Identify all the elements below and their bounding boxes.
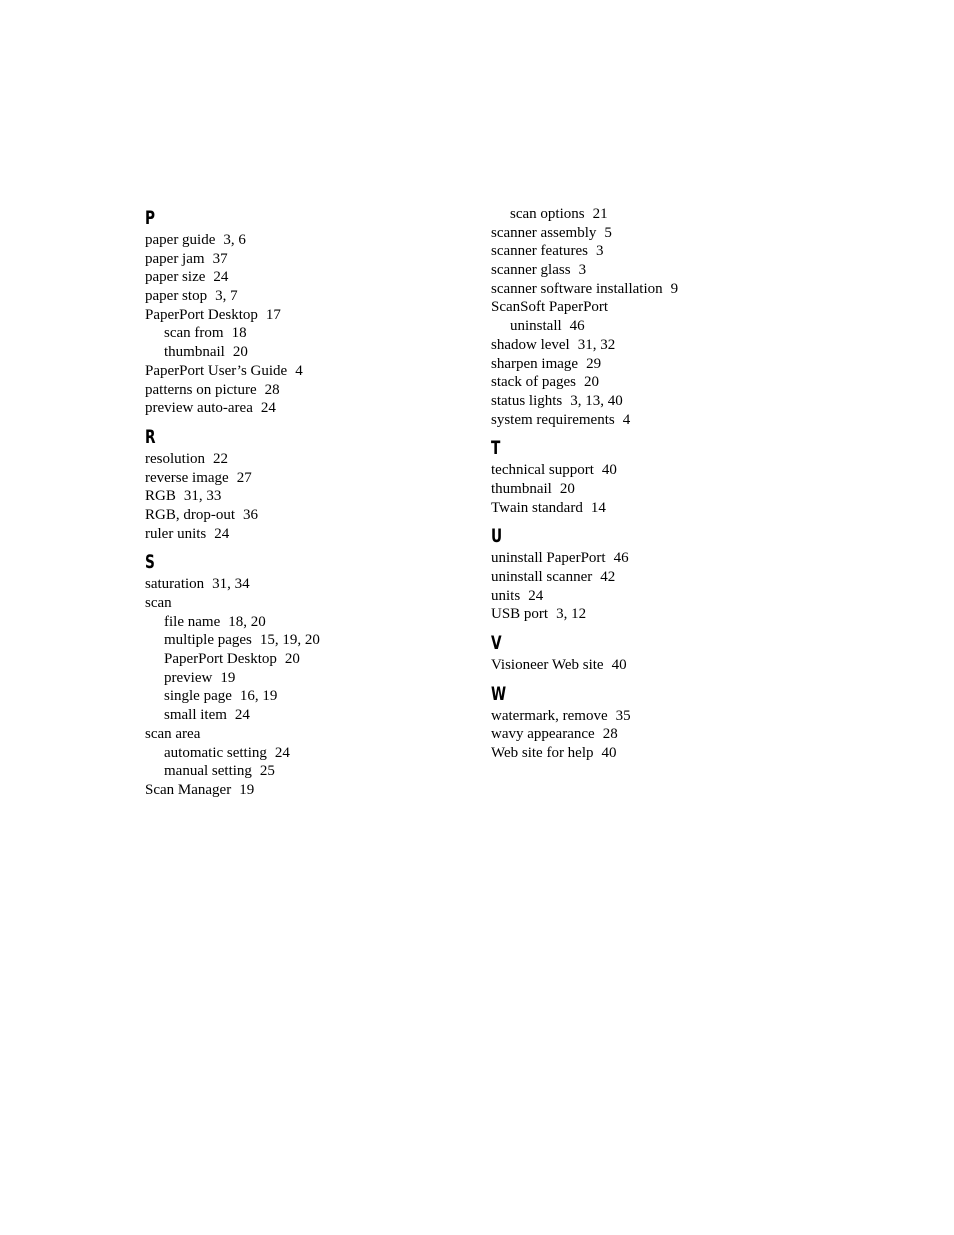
- index-term: thumbnail: [491, 480, 552, 497]
- index-term: resolution: [145, 450, 205, 467]
- page-numbers: 14: [590, 499, 606, 516]
- index-subentry: [145, 706, 465, 725]
- index-subentry: [145, 669, 465, 688]
- index-term: USB port: [491, 606, 549, 623]
- index-term: scan options: [510, 206, 585, 222]
- index-subentry: [145, 650, 465, 669]
- index-term: patterns on picture: [145, 381, 257, 398]
- index-entry: [491, 707, 811, 726]
- section-letter-heading: R: [145, 425, 156, 448]
- index-entry: [145, 306, 465, 325]
- page-numbers: 22: [213, 450, 228, 467]
- page-numbers: 3: [596, 243, 604, 260]
- index-entry: [491, 336, 811, 355]
- page-numbers: 24: [213, 269, 229, 286]
- page-numbers: 19: [220, 669, 236, 686]
- page-numbers: 24: [528, 587, 544, 604]
- page-numbers: 20: [284, 651, 300, 668]
- index-term: watermark, remove: [491, 707, 608, 724]
- page-numbers: 35: [615, 707, 631, 724]
- page-numbers: 16, 19: [239, 688, 278, 705]
- page-numbers: 24: [274, 744, 290, 761]
- page-numbers: 18, 20: [228, 613, 266, 630]
- page-numbers: 28: [264, 381, 280, 398]
- page-numbers: 18: [231, 325, 247, 342]
- index-column-right: [491, 205, 811, 763]
- index-entry: [145, 268, 465, 287]
- page-numbers: 40: [601, 462, 617, 479]
- index-entry: [491, 280, 811, 299]
- index-entry: [145, 381, 465, 400]
- section-letter-heading: S: [145, 551, 155, 574]
- index-subentry: [491, 317, 811, 336]
- index-subentry: [145, 613, 465, 632]
- section-letter-heading: U: [491, 525, 503, 548]
- page-numbers: 36: [243, 506, 258, 523]
- index-subentry: [145, 744, 465, 763]
- page-numbers: 20: [559, 480, 575, 497]
- index-term: scan area: [145, 725, 201, 742]
- index-term: file name: [164, 613, 221, 630]
- index-entry: [491, 261, 811, 280]
- index-term: manual setting: [164, 763, 252, 780]
- page-numbers: 24: [260, 400, 276, 417]
- index-term: Web site for help: [491, 745, 594, 762]
- index-term: single page: [164, 688, 232, 705]
- page-numbers: 21: [592, 206, 608, 222]
- page-numbers: 37: [212, 250, 228, 267]
- index-subentry: [491, 205, 811, 224]
- index-entry: [145, 525, 465, 544]
- page-numbers: 31, 34: [212, 576, 250, 593]
- page-numbers: 27: [236, 469, 252, 486]
- page-numbers: 3, 12: [556, 606, 587, 623]
- index-section: [145, 424, 465, 543]
- index-section: [145, 205, 465, 418]
- index-term: thumbnail: [164, 344, 225, 361]
- page-numbers: 9: [670, 280, 679, 297]
- index-section: [491, 630, 811, 675]
- index-term: Visioneer Web site: [491, 657, 604, 674]
- index-term: uninstall: [510, 318, 562, 335]
- index-entry: [491, 242, 811, 261]
- index-term: Scan Manager: [145, 781, 232, 798]
- index-term: PaperPort Desktop: [164, 651, 277, 668]
- index-entry: [145, 575, 465, 594]
- index-term: ruler units: [145, 525, 207, 542]
- index-entry: [491, 298, 811, 317]
- section-letter-heading: V: [491, 632, 502, 655]
- index-term: paper jam: [145, 250, 205, 267]
- index-entry: [145, 450, 465, 469]
- index-entry: [491, 587, 811, 606]
- index-term: paper stop: [145, 288, 208, 305]
- index-term: paper size: [145, 269, 206, 286]
- index-section: [491, 205, 811, 429]
- index-term: units: [491, 587, 521, 604]
- page-numbers: 15, 19, 20: [259, 632, 320, 649]
- index-entry: [491, 224, 811, 243]
- index-entry: [491, 461, 811, 480]
- page-numbers: 29: [586, 355, 602, 372]
- index-entry: [145, 487, 465, 506]
- page-numbers: 20: [232, 344, 248, 361]
- index-entry: [145, 231, 465, 250]
- page-numbers: 5: [604, 224, 612, 241]
- page-numbers: 19: [239, 781, 255, 798]
- index-entry: [491, 411, 811, 430]
- section-letter-heading: P: [145, 207, 156, 229]
- index-entry: [145, 506, 465, 525]
- index-entry: [491, 499, 811, 518]
- page-numbers: 42: [600, 569, 616, 585]
- index-entry: [491, 392, 811, 411]
- page-numbers: 40: [611, 657, 627, 674]
- page-numbers: 25: [259, 763, 275, 780]
- index-term: shadow level: [491, 336, 570, 353]
- page-numbers: 3: [578, 262, 587, 279]
- index-entry: [145, 469, 465, 488]
- index-term: multiple pages: [164, 632, 252, 649]
- page-numbers: 3, 13, 40: [570, 392, 623, 409]
- page-numbers: 4: [295, 362, 303, 379]
- index-entry: [145, 287, 465, 306]
- index-term: preview auto-area: [145, 400, 253, 417]
- index-term: scanner features: [491, 243, 589, 260]
- index-term: saturation: [145, 576, 205, 593]
- index-term: status lights: [491, 392, 563, 409]
- index-entry: [491, 568, 811, 587]
- index-entry: [145, 399, 465, 418]
- index-term: Twain standard: [491, 499, 583, 516]
- index-subentry: [145, 324, 465, 343]
- index-term: wavy appearance: [491, 726, 595, 743]
- index-entry: [491, 725, 811, 744]
- index-entry: [145, 362, 465, 381]
- index-entry: [145, 725, 465, 744]
- index-term: scanner assembly: [491, 224, 597, 241]
- page-numbers: 24: [234, 707, 250, 724]
- index-term: scan from: [164, 325, 224, 342]
- index-subentry: [145, 762, 465, 781]
- index-term: preview: [164, 669, 213, 686]
- index-term: technical support: [491, 462, 594, 479]
- index-term: scan: [145, 595, 172, 611]
- page-numbers: 31, 33: [183, 488, 222, 505]
- index-term: PaperPort User’s Guide: [145, 362, 288, 379]
- index-entry: [491, 373, 811, 392]
- page-numbers: 20: [583, 374, 599, 391]
- page-numbers: 4: [622, 411, 631, 428]
- index-term: RGB: [145, 488, 176, 505]
- index-term: RGB, drop-out: [145, 506, 235, 523]
- index-entry: [145, 594, 465, 613]
- index-term: automatic setting: [164, 744, 267, 761]
- index-term: uninstall scanner: [491, 569, 593, 585]
- page-numbers: 24: [214, 525, 230, 542]
- index-term: system requirements: [491, 411, 615, 428]
- index-term: sharpen image: [491, 355, 579, 372]
- index-term: scanner software installation: [491, 280, 663, 297]
- section-letter-heading: T: [491, 437, 501, 460]
- page-numbers: 40: [601, 745, 617, 762]
- index-entry: [145, 781, 465, 800]
- index-term: reverse image: [145, 469, 229, 486]
- index-subentry: [145, 343, 465, 362]
- page-numbers: 28: [602, 726, 618, 743]
- index-section: [491, 435, 811, 517]
- index-section: [491, 681, 811, 763]
- index-term: scanner glass: [491, 262, 571, 279]
- index-term: stack of pages: [491, 374, 576, 391]
- page-numbers: 46: [569, 318, 585, 335]
- index-entry: [491, 605, 811, 624]
- index-entry: [491, 480, 811, 499]
- index-term: uninstall PaperPort: [491, 550, 606, 567]
- page-numbers: 46: [613, 550, 629, 567]
- index-subentry: [145, 631, 465, 650]
- section-letter-heading: W: [491, 682, 507, 705]
- index-section: [491, 523, 811, 624]
- index-entry: [491, 355, 811, 374]
- index-subentry: [145, 687, 465, 706]
- index-entry: [145, 250, 465, 269]
- index-section: [145, 549, 465, 799]
- index-entry: [491, 744, 811, 763]
- index-entry: [491, 549, 811, 568]
- page-numbers: 17: [265, 306, 281, 323]
- page-numbers: 3, 7: [215, 288, 238, 305]
- index-column-left: [145, 205, 465, 800]
- page-numbers: 3, 6: [223, 232, 246, 248]
- index-term: small item: [164, 707, 227, 724]
- page-numbers: 31, 32: [577, 336, 616, 353]
- index-entry: [491, 656, 811, 675]
- index-term: PaperPort Desktop: [145, 306, 258, 323]
- index-term: paper guide: [145, 232, 216, 248]
- index-term: ScanSoft PaperPort: [491, 299, 609, 316]
